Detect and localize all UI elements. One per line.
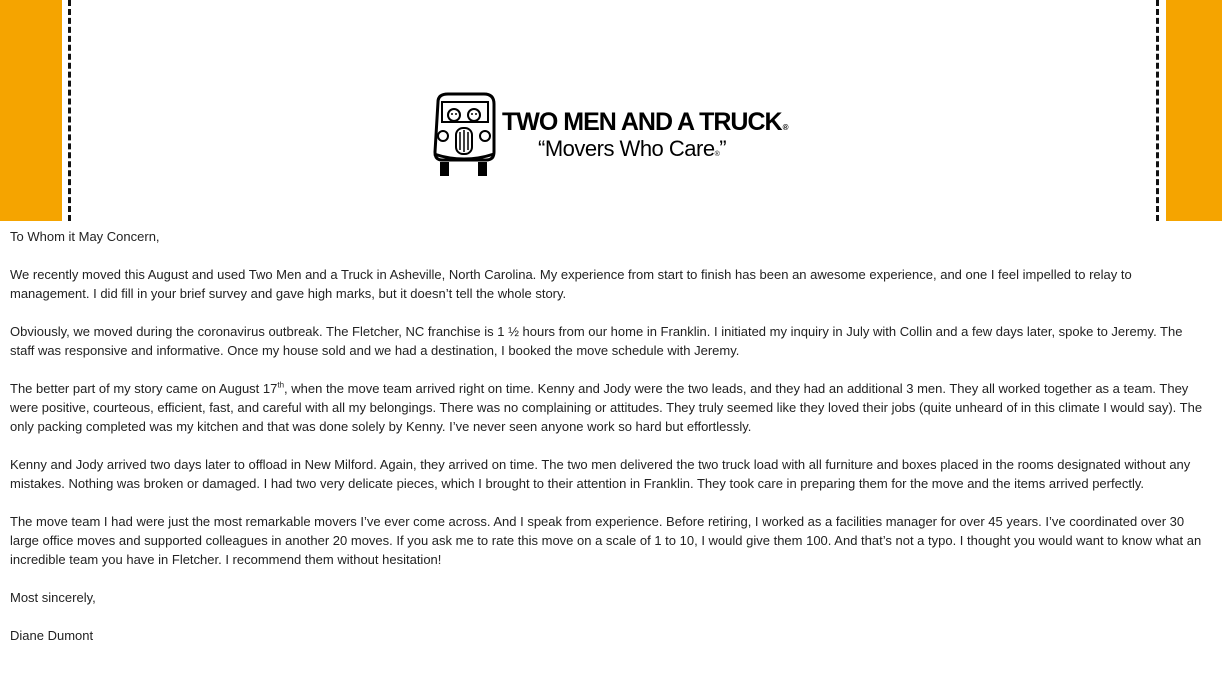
- dashed-divider-left: [68, 0, 71, 221]
- paragraph-2: Obviously, we moved during the coronavirus outbreak. The Fletcher, NC franchise is 1 ½ hours from our home in Franklin. I initiated my inquiry in July with Collin and a few days later, spoke to Jeremy. The staff was responsive and informative. Once my house sold and we had a destination, I booked the move schedule with Jeremy.: [10, 324, 1183, 358]
- closing: Most sincerely,: [10, 590, 96, 605]
- paragraph-1: We recently moved this August and used Two Men and a Truck in Asheville, North Carolina. My experience from start to finish has been an awesome experience, and one I feel impelled to relay to management. I did fill in your brief survey and gave high marks, but it doesn’t tell the whole story.: [10, 267, 1132, 301]
- dashed-divider-right: [1156, 0, 1159, 221]
- paragraph-5: The move team I had were just the most remarkable movers I’ve ever come across. And I speak from experience. Before retiring, I worked as a facilities manager for over 45 years. I’ve coordinated over 30 large office moves and supported colleagues in another 20 moves. If you ask me to rate this move on a scale of 1 to 10, I would give them 100. And that’s not a typo. I thought you would want to know what an incredible team you have in Fletcher. I recommend them without hesitation!: [10, 514, 1202, 567]
- truck-mascot-icon: [432, 92, 496, 178]
- ordinal-suffix: th: [277, 380, 285, 390]
- tagline: “Movers Who Care®”: [538, 136, 727, 161]
- accent-band-right: [1166, 0, 1222, 221]
- letter-body: [10, 227, 1210, 664]
- company-logo: [432, 92, 792, 182]
- paragraph-4: Kenny and Jody arrived two days later to offload in New Milford. Again, they arrived on time. The two men delivered the two truck load with all furniture and boxes placed in the rooms designated without any mistakes. Nothing was broken or damaged. I had two very delicate pieces, which I brought to their attention in Franklin. They took care in preparing them for the move and the items arrived perfectly.: [10, 457, 1191, 491]
- signature: Diane Dumont: [10, 628, 94, 643]
- letterhead: [0, 0, 1222, 221]
- accent-band-left: [0, 0, 62, 221]
- tagline-registered-mark: ®: [714, 151, 720, 158]
- registered-mark: ®: [782, 123, 788, 132]
- salutation: To Whom it May Concern,: [10, 229, 160, 244]
- brand-name: TWO MEN AND A TRUCK®: [502, 108, 788, 136]
- paragraph-3: The better part of my story came on August 17th, when the move team arrived right on time. Kenny and Jody were the two leads, and they had an additional 3 men. They all worked together as a team. They were positive, courteous, efficient, fast, and careful with all my belongings. There was no complaining or attitudes. They truly seemed like they loved their jobs (quite unheard of in this climate I would say). The only packing completed was my kitchen and that was done solely by Kenny. I’ve never seen anyone work so hard but effortlessly.: [10, 380, 1203, 434]
